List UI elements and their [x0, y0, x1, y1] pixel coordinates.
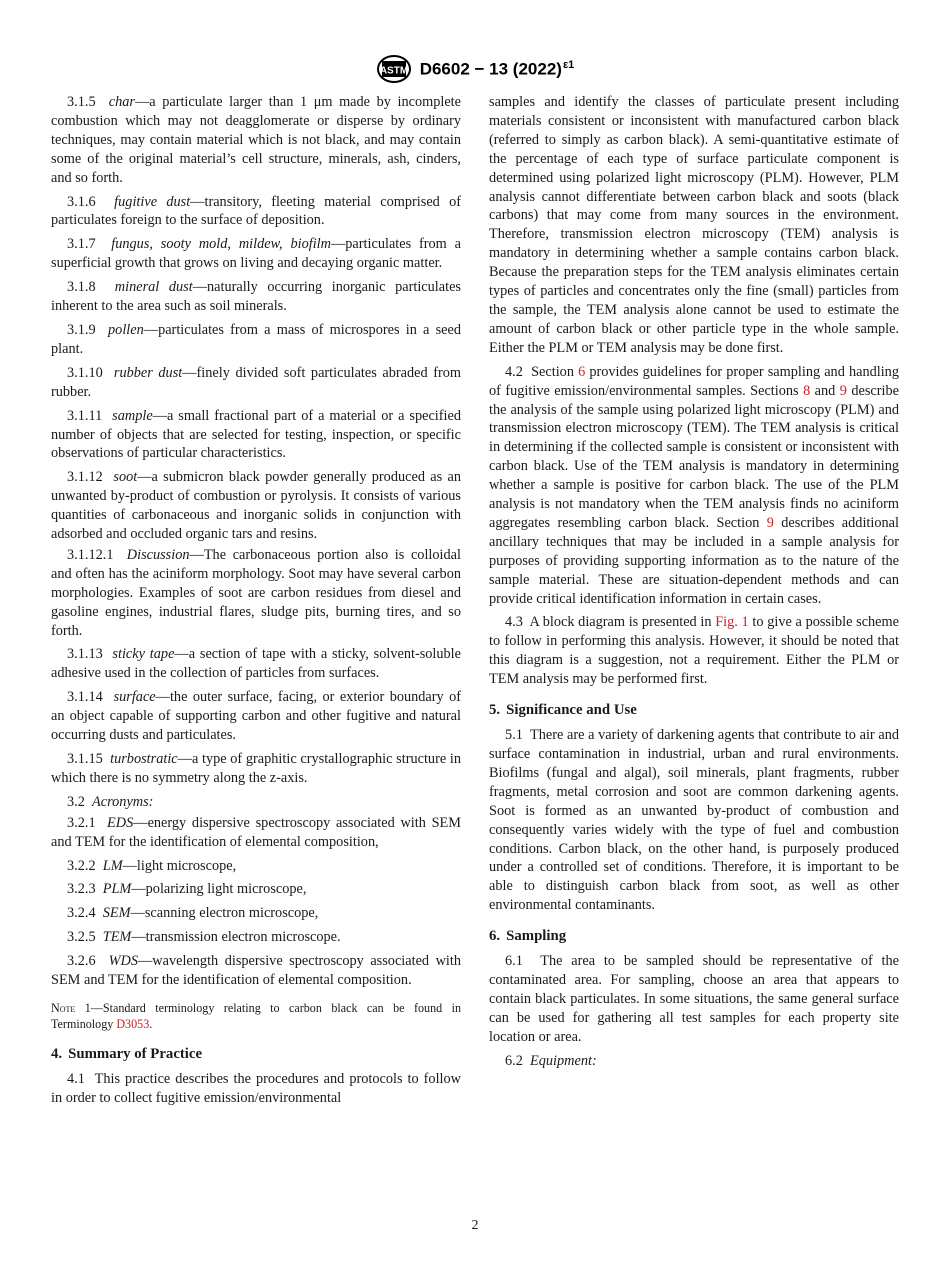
clause-3-2-5: 3.2.5 TEM—transmission electron microscope.: [67, 929, 341, 946]
clause-3-2-6: 3.2.6 WDS—wavelength dispersive spectroscopy associated with SEM and TEM for the identification of elemental composition.: [51, 953, 461, 989]
clause-5-1: 5.1 There are a variety of darkening agents that contribute to air and surface contamination in industrial, urban and rural environments. Biofilms (fungal and algal), soil minerals, plant fragments, rubber fragments, metal corrosion and soot are common darkening agents. Soot is formed as an unwanted by-product of combustion and consequently varies widely with the type of fuel and combustion conditions. Carbon black, on the other hand, is purposely produced under a controlled set of conditions. Therefore, it is important to be able to distinguish carbon black from soot, as well as other environmental contaminants.: [489, 727, 900, 914]
clause-3-1-10: 3.1.10 rubber dust—finely divided soft particulates abraded from rubber.: [51, 364, 461, 400]
clause-3-1-12: 3.1.12 soot—a submicron black powder generally produced as an unwanted by-product of combustion or pyrolysis. It consists of various quantities of carbonaceous and inorganic solids in conjunction with adsorbed and occluded organic tars and resins.: [51, 469, 461, 543]
document-designation: D6602 − 13 $(2022)^{\varepsilon 1}$: [419, 58, 575, 79]
clause-3-1-6: 3.1.6 fugitive dust—transitory, fleeting material comprised of particulates foreign to the surface of deposition.: [51, 193, 461, 229]
clause-3-2-3: 3.2.3 PLM—polarizing light microscope,: [67, 881, 307, 898]
clause-3-1-7: 3.1.7 fungus, sooty mold, mildew, biofilm—particulates from a superficial growth that grows on living and decaying organic matter.: [51, 236, 461, 272]
clause-4-1-continued: samples and identify the classes of particulate present including materials consistent or inconsistent with manufactured carbon black (referred to simply as carbon black). A semi-quantitative estimate of the percentage of each type of surface particulate component is determined using polarized light microscopy (PLM). However, PLM analysis cannot differentiate between carbon black and soots (black carbons) that may come from many sources in the environment. Therefore, transmission electron microscopy (TEM) analysis is mandatory in determining whether a sample contains carbon black. Because the preparation steps for the TEM analysis eliminates certain types of particles and concentrates only the fine (small) particles from the sample, the TEM analysis alone cannot be used to estimate the amount of carbon black or other particle type in the whole sample. Either the PLM or TEM analysis may be done first.: [489, 94, 899, 356]
clause-4-3: 4.3 A block diagram is presented in Fig. 1 to give a possible scheme to follow in performing this analysis. However, it should be noted that this diagram is a suggestion, not a requirement. Either the PLM or TEM analysis may be performed first.: [489, 614, 899, 688]
svg-text:ASTM: ASTM: [379, 65, 408, 77]
section-5-heading: 5. Significance and Use: [489, 702, 637, 719]
section-4-heading: 4. Summary of Practice: [51, 1045, 203, 1062]
clause-6-1: 6.1 The area to be sampled should be representative of the contaminated area. For sampling, choose an area that appears to contain black particulates. In some situations, the same general surface can be used for gathering all test samples for each property site location or area.: [489, 953, 899, 1045]
clause-3-1-11: 3.1.11 sample—a small fractional part of a material or a specified number of objects that are selected for testing, inspection, or specific observations of particular characteristics.: [51, 407, 461, 462]
clause-3-1-13: 3.1.13 sticky tape—a section of tape with a sticky, solvent-soluble adhesive used in the collection of particles from surfaces.: [51, 646, 462, 682]
epsilon-superscript: ε1: [562, 58, 575, 71]
section-9-link[interactable]: 9: [839, 382, 847, 399]
page-number: 2: [471, 1218, 479, 1233]
figure-1-link[interactable]: Fig. 1: [715, 614, 749, 631]
reference-link-d3053[interactable]: D3053: [116, 1017, 150, 1032]
section-6-heading: 6. Sampling: [489, 928, 567, 945]
clause-3-1-8: 3.1.8 mineral dust—naturally occurring inorganic particulates inherent to the area such as soil minerals.: [51, 279, 461, 315]
astm-logo-icon: [376, 54, 412, 84]
clause-3-2-1: 3.2.1 EDS—energy dispersive spectroscopy associated with SEM and TEM for the identification of elemental composition,: [51, 814, 461, 850]
clause-3-2-4: 3.2.4 SEM—scanning electron microscope,: [67, 905, 319, 922]
page-header: [0, 52, 950, 86]
section-6-link[interactable]: 6: [578, 363, 586, 380]
clause-3-2: 3.2 Acronyms:: [67, 793, 154, 810]
section-9-link-2[interactable]: 9: [766, 514, 774, 531]
clause-3-2-2: 3.2.2 LM—light microscope,: [67, 857, 237, 874]
clause-3-1-9: 3.1.9 pollen—particulates from a mass of microspores in a seed plant.: [51, 321, 461, 357]
right-column: [489, 93, 899, 1076]
section-8-link[interactable]: 8: [803, 382, 811, 399]
clause-6-2: 6.2 Equipment:: [505, 1052, 597, 1069]
left-column: [51, 93, 461, 1113]
note-1: Note 1—Standard terminology relating to carbon black can be found in Terminology D3053.: [51, 1000, 462, 1032]
clause-4-2: 4.2 Section 6 provides guidelines for proper sampling and handling of fugitive emission/environmental samples. Sections 8 and 9 describe the analysis of the sample using polarized light microscopy (PLM) and transmission electron microscopy (TEM). The TEM analysis is critical in determining if the collected sample is consistent or inconsistent with carbon black. Use of the TEM analysis is mandatory in determining whether a sample is positive for carbon black. The use of the PLM analysis is not mandatory when the TEM analysis finds no aciniform aggregates resembling carbon black. Section 9 describes additional ancillary techniques that may be included in a sample analysis for purposes of providing supporting information as to the nature of the sample material. These are situation-dependent methods and can provide critical identification information in certain cases.: [489, 363, 899, 607]
clause-3-1-5: 3.1.5 char—a particulate larger than 1 μm made by incomplete combustion which may not deagglomerate or disperse by ordinary techniques, may contain material which is not black, and may contain some of the original material’s cell structure, minerals, ash, cinders, and so forth.: [51, 94, 462, 186]
clause-3-1-15: 3.1.15 turbostratic—a type of graphitic crystallographic structure in which there is no symmetry along the z-axis.: [51, 751, 461, 786]
clause-3-1-12-1: 3.1.12.1 Discussion—The carbonaceous portion also is colloidal and often has the aciniform morphology. Soot may have several carbon morphologies. Examples of soot are carbon residues from diesel and gasoline engines, industrial flares, sludge pits, burning tires, and so forth.: [51, 546, 461, 639]
clause-4-1: 4.1 This practice describes the procedures and protocols to follow in order to collect fugitive emission/environmental: [51, 1070, 461, 1106]
clause-3-1-14: 3.1.14 surface—the outer surface, facing, or exterior boundary of an object capable of supporting carbon and other fugitive and natural occurring dusts and particulates.: [51, 689, 461, 744]
